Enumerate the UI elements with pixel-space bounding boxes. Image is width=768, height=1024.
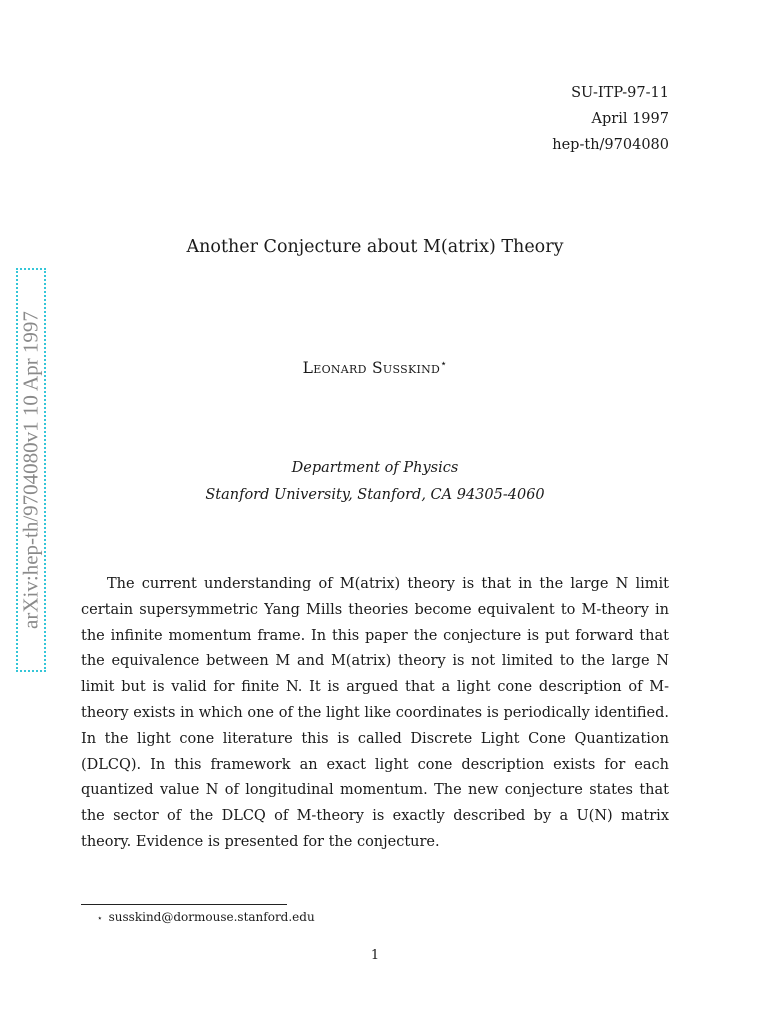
report-number: SU-ITP-97-11 (571, 85, 669, 101)
report-info (552, 80, 669, 158)
affiliation-institution: Stanford University, Stanford, CA 94305-4060 (205, 487, 545, 503)
paper-title: Another Conjecture about M(atrix) Theory (186, 237, 564, 257)
footnote-divider (81, 904, 287, 905)
author-name: Leonard Susskind (302, 359, 441, 377)
footnote-mark: ⋆ (97, 914, 103, 924)
author (0, 357, 750, 377)
affiliation (0, 455, 750, 509)
footnote (97, 909, 315, 927)
footnote-email: susskind@dormouse.stanford.edu (108, 910, 315, 924)
affiliation-department: Department of Physics (291, 460, 459, 476)
arxiv-stamp-text[interactable]: arXiv:hep-th/9704080v1 10 Apr 1997 (18, 311, 43, 629)
page-number: 1 (370, 948, 380, 963)
abstract: The current understanding of M(atrix) theory is that in the large N limit certain supersymmetric Yang Mills theories become equivalent to M-theory in the infinite momentum frame. In this paper the conjecture is put forward that the equivalence between M and M(atrix) theory is not limited to the large N limit but is valid for finite N. It is argued that a light cone description of M-theory exists in which one of the light like coordinates is periodically identified. In the light cone literature this is called Discrete Light Cone Quantization (DLCQ). In this framework an exact light cone description exists for each quantized value N of longitudinal momentum. The new conjecture states that the sector of the DLCQ of M-theory is exactly described by a U(N) matrix theory. Evidence is presented for the conjecture. (81, 576, 669, 850)
arxiv-stamp[interactable] (16, 268, 46, 672)
report-arxiv-id: hep-th/9704080 (552, 137, 669, 153)
author-footnote-mark: ⋆ (440, 357, 448, 370)
report-date: April 1997 (591, 111, 669, 127)
